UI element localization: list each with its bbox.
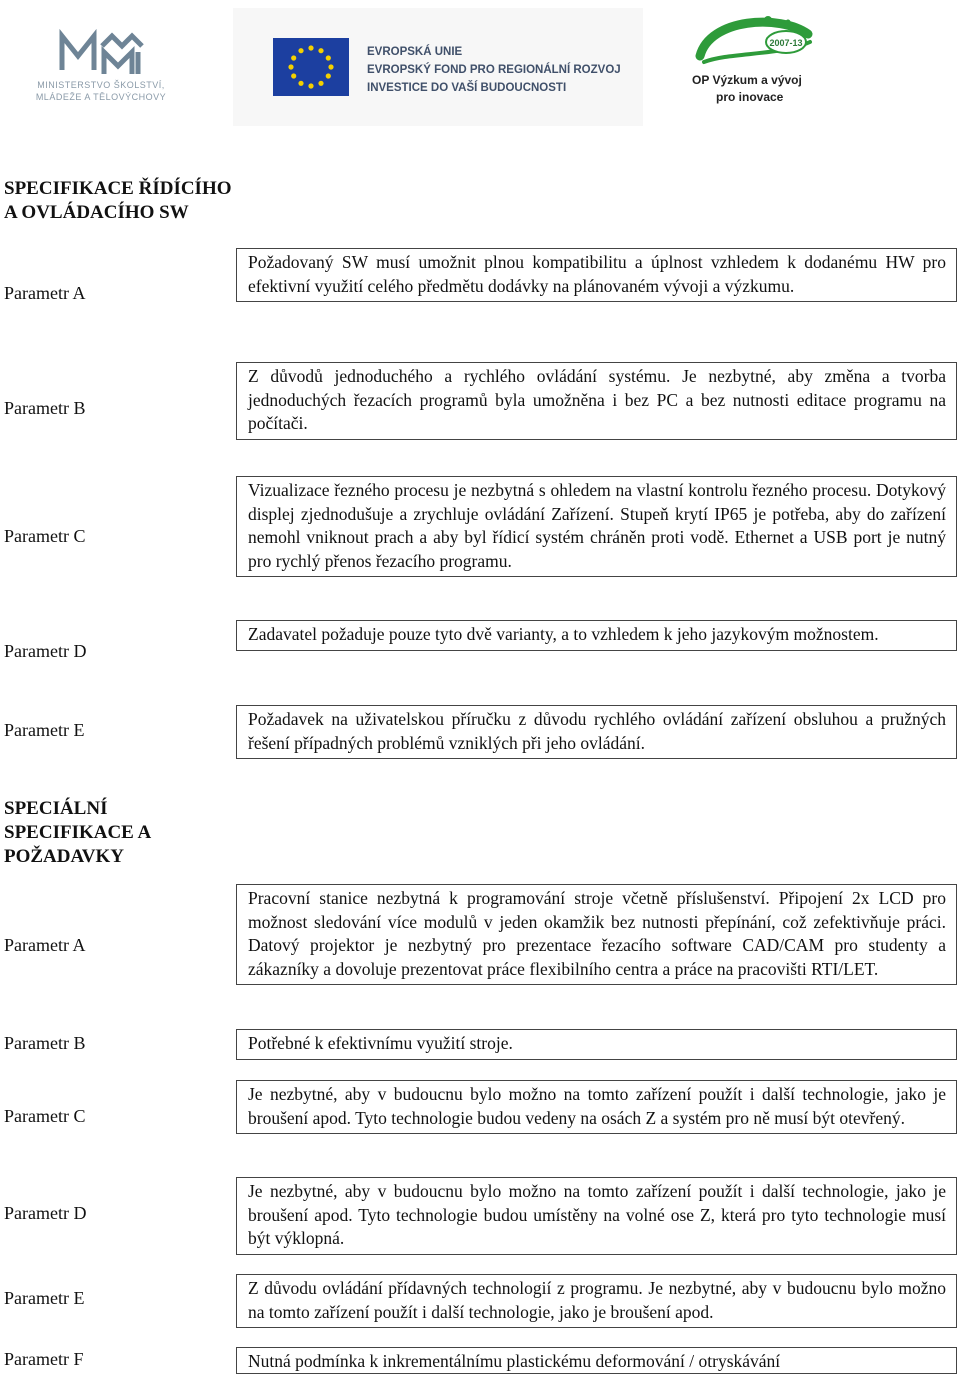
section1-param-a-label: Parametr A bbox=[4, 283, 86, 303]
section2-param-a-text: Pracovní stanice nezbytná k programování stroje včetně příslušenství. Připojení 2x LCD pro možnost sledování více modulů v jeden okamžik bez nutnosti přepínání, což zefektivňuje práci. Datový projektor je nezbytný pro prezentace řezacího software CAD/CAM pro studenty a zákazníky a dovoluje prezentovat práce flexibilního centra a práce na pracovišti RTI/LET. bbox=[236, 884, 957, 985]
eu-text bbox=[367, 43, 621, 97]
section2-title-line-1: SPECIÁLNÍ bbox=[4, 798, 108, 819]
logo-header bbox=[0, 0, 960, 130]
section2-param-f-label: Parametr F bbox=[4, 1349, 84, 1369]
section1-param-d-label: Parametr D bbox=[4, 641, 87, 661]
msmt-logo bbox=[16, 26, 186, 110]
eu-flag-icon bbox=[273, 38, 349, 96]
section2-param-d-text: Je nezbytné, aby v budoucnu bylo možno na tomto zařízení použít i další technologie, jako je broušení apod. Tyto technologie budou umístěny na volné ose Z, která pro tyto technologie musí být výklopná. bbox=[236, 1177, 957, 1255]
section2-param-c-text: Je nezbytné, aby v budoucnu bylo možno na tomto zařízení použít i další technologie, jako je broušení apod. Tyto technologie budou vedeny na osách Z a systém pro ně musí být otevřený. bbox=[236, 1080, 957, 1134]
eu-logo bbox=[233, 8, 643, 126]
section2-param-f-text: Nutná podmínka k inkrementálnímu plastickému deformování / otryskávání bbox=[236, 1347, 957, 1374]
section1-param-b-text: Z důvodů jednoduchého a rychlého ovládání systému. Je nezbytné, aby změna a tvorba jednoduchých řezacích programů byla umožněna i bez PC a bez nutnosti editace programu na počítači. bbox=[236, 362, 957, 440]
section1-title bbox=[4, 177, 232, 225]
section1-param-c-label: Parametr C bbox=[4, 526, 86, 546]
section2-param-b-text: Potřebné k efektivnímu využití stroje. bbox=[236, 1029, 957, 1060]
eu-line-3: INVESTICE DO VAŠÍ BUDOUCNOSTI bbox=[367, 82, 567, 94]
op-logo bbox=[690, 12, 830, 112]
section2-param-a-label: Parametr A bbox=[4, 935, 86, 955]
section1-param-e-text: Požadavek na uživatelskou příručku z důvodu rychlého ovládání zařízení obsluhou a pružných řešení případných problémů vzniklých při jeho ovládání. bbox=[236, 705, 957, 759]
section1-param-e-label: Parametr E bbox=[4, 720, 85, 740]
section2-title-line-3: POŽADAVKY bbox=[4, 846, 124, 867]
msmt-line-2: MLÁDEŽE A TĚLOVÝCHOVY bbox=[35, 92, 167, 102]
op-swoosh-icon bbox=[690, 12, 830, 72]
msmt-line-1: MINISTERSTVO ŠKOLSTVÍ, bbox=[37, 80, 165, 90]
eu-line-2: EVROPSKÝ FOND PRO REGIONÁLNÍ ROZVOJ bbox=[367, 64, 621, 76]
section1-title-line-1: SPECIFIKACE ŘÍDÍCÍHO bbox=[4, 178, 232, 199]
section2-title-line-2: SPECIFIKACE A bbox=[4, 822, 152, 843]
msmt-logo-mark bbox=[16, 26, 186, 78]
section2-param-c-label: Parametr C bbox=[4, 1106, 86, 1126]
section2-title bbox=[4, 797, 151, 869]
section1-param-b-label: Parametr B bbox=[4, 398, 86, 418]
section1-param-d-text: Zadavatel požaduje pouze tyto dvě varianty, a to vzhledem k jeho jazykovým možnostem. bbox=[236, 620, 957, 651]
op-text bbox=[692, 72, 802, 106]
section2-param-b-label: Parametr B bbox=[4, 1033, 86, 1053]
section1-title-line-2: A OVLÁDACÍHO SW bbox=[4, 202, 189, 223]
op-line-1: OP Výzkum a vývoj bbox=[692, 73, 802, 87]
section2-param-d-label: Parametr D bbox=[4, 1203, 87, 1223]
op-badge: 2007-13 bbox=[769, 38, 803, 48]
eu-line-1: EVROPSKÁ UNIE bbox=[367, 46, 463, 58]
section1-param-a-text: Požadovaný SW musí umožnit plnou kompatibilitu a úplnost vzhledem k dodanému HW pro efektivní využití celého předmětu dodávky na plánovaném vývoji a výzkumu. bbox=[236, 248, 957, 302]
section2-param-e-text: Z důvodu ovládání přídavných technologií z programu. Je nezbytné, aby v budoucnu bylo možno na tomto zařízení použít i další technologie, jako je broušení apod. bbox=[236, 1274, 957, 1328]
section1-param-c-text: Vizualizace řezného procesu je nezbytná s ohledem na vlastní kontrolu řezného procesu. Dotykový displej zjednodušuje a zrychluje ovládání Zařízení. Stupeň krytí IP65 je potřeba, aby do zařízení nemohl vniknout prach a aby byl řídicí systém chráněn proti vodě. Ethernet a USB port je nutný pro rychlý přenos řezacího programu. bbox=[236, 476, 957, 577]
op-line-2: pro inovace bbox=[716, 90, 784, 104]
section2-param-e-label: Parametr E bbox=[4, 1288, 85, 1308]
